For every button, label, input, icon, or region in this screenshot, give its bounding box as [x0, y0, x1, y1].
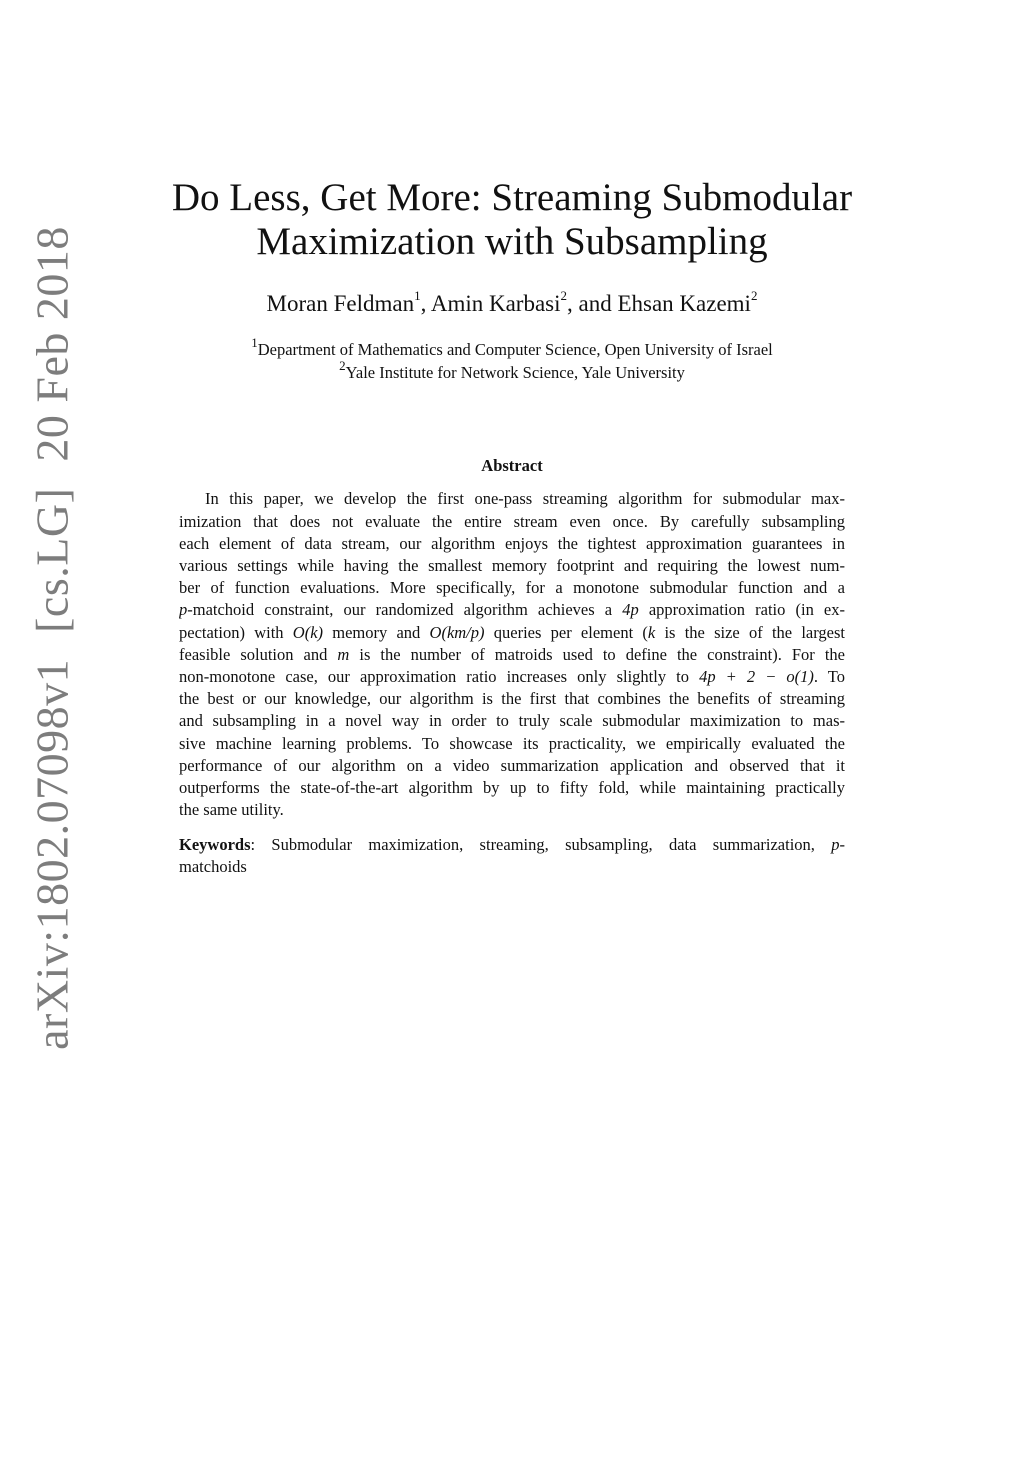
math-expression: 4p: [622, 600, 639, 619]
affiliation: [120, 357, 904, 384]
abstract-line: performance of our algorithm on a video summarization application and observed that it: [179, 756, 845, 775]
title-line-2: Maximization with Subsampling: [256, 220, 768, 263]
abstract-line: [179, 599, 845, 621]
keywords-text: : Submodular maximization, streaming, subsampling, data summarization,: [250, 835, 832, 854]
abstract-text: queries per element (: [484, 623, 648, 642]
abstract-line: [179, 622, 845, 644]
abstract-line: each element of data stream, our algorithm enjoys the tightest approximation guarantees in: [179, 534, 845, 553]
abstract-text: non-monotone case, our approximation ratio increases only slightly to: [179, 667, 700, 686]
math-expression: 4p + 2 − o(1): [699, 667, 814, 686]
abstract-line: [179, 644, 845, 666]
keywords-line: [179, 834, 845, 856]
math-expression: O(km/p): [429, 623, 485, 642]
abstract-line: sive machine learning problems. To showcase its practicality, we empirically evaluated the: [179, 734, 845, 753]
affiliation-text: Department of Mathematics and Computer Science, Open University of Israel: [257, 340, 773, 359]
arxiv-category: [cs.LG]: [26, 487, 78, 633]
abstract-line: [179, 666, 845, 688]
author-separator: ,: [420, 291, 431, 316]
author-separator: , and: [567, 291, 618, 316]
arxiv-date: 20 Feb 2018: [26, 226, 78, 462]
author-name: Amin Karbasi: [430, 291, 561, 316]
abstract-line: ber of function evaluations. More specifically, for a monotone submodular function and a: [179, 578, 845, 597]
title-line-1: Do Less, Get More: Streaming Submodular: [171, 176, 853, 219]
abstract-text: . To: [813, 667, 845, 686]
abstract-line: imization that does not evaluate the entire stream even once. By carefully subsampling: [179, 512, 845, 531]
abstract-text: feasible solution and: [179, 645, 338, 664]
keywords-line: matchoids: [179, 857, 247, 876]
abstract-text: memory and: [323, 623, 430, 642]
abstract-line: the best or our knowledge, our algorithm is the first that combines the benefits of streaming: [179, 689, 845, 708]
abstract-line: and subsampling in a novel way in order to truly scale submodular maximization to mas-: [179, 711, 845, 730]
keywords-hyphen: -: [839, 835, 845, 854]
keywords-label: Keywords: [179, 835, 251, 854]
math-symbol: m: [337, 645, 350, 664]
math-symbol: p: [179, 600, 188, 619]
author-list: [120, 289, 904, 319]
math-symbol: k: [647, 623, 656, 642]
abstract-heading: Abstract: [481, 456, 543, 475]
author-affiliation-mark: 2: [560, 288, 567, 304]
abstract-text: is the number of matroids used to define the constraint). For the: [349, 645, 845, 664]
math-expression: O(k): [292, 623, 324, 642]
affiliation-mark: 1: [251, 334, 258, 350]
author-affiliation-mark: 2: [750, 288, 758, 304]
abstract-text: pectation) with: [179, 623, 293, 642]
author-name: Moran Feldman: [266, 291, 415, 316]
affiliation-mark: 2: [339, 357, 346, 373]
author-name: Ehsan Kazemi: [617, 291, 751, 316]
affiliation: [120, 334, 904, 361]
abstract-text: approximation ratio (in ex-: [638, 600, 845, 619]
author-affiliation-mark: 1: [414, 288, 421, 304]
math-symbol: p: [831, 835, 840, 854]
abstract-text: -matchoid constraint, our randomized algorithm achieves a: [187, 600, 623, 619]
arxiv-id: arXiv:1802.07098v1: [26, 658, 78, 1050]
paper-title: [120, 176, 904, 264]
affiliation-text: Yale Institute for Network Science, Yale University: [345, 363, 685, 382]
abstract-line: In this paper, we develop the first one-pass streaming algorithm for submodular max-: [205, 489, 845, 508]
abstract-line: outperforms the state-of-the-art algorithm by up to fifty fold, while maintaining practically: [179, 778, 845, 797]
abstract-text: is the size of the largest: [655, 623, 845, 642]
abstract-line: various settings while having the smallest memory footprint and requiring the lowest num-: [179, 556, 845, 575]
abstract-line: the same utility.: [179, 800, 284, 819]
arxiv-identifier-stamp: [26, 226, 79, 1050]
